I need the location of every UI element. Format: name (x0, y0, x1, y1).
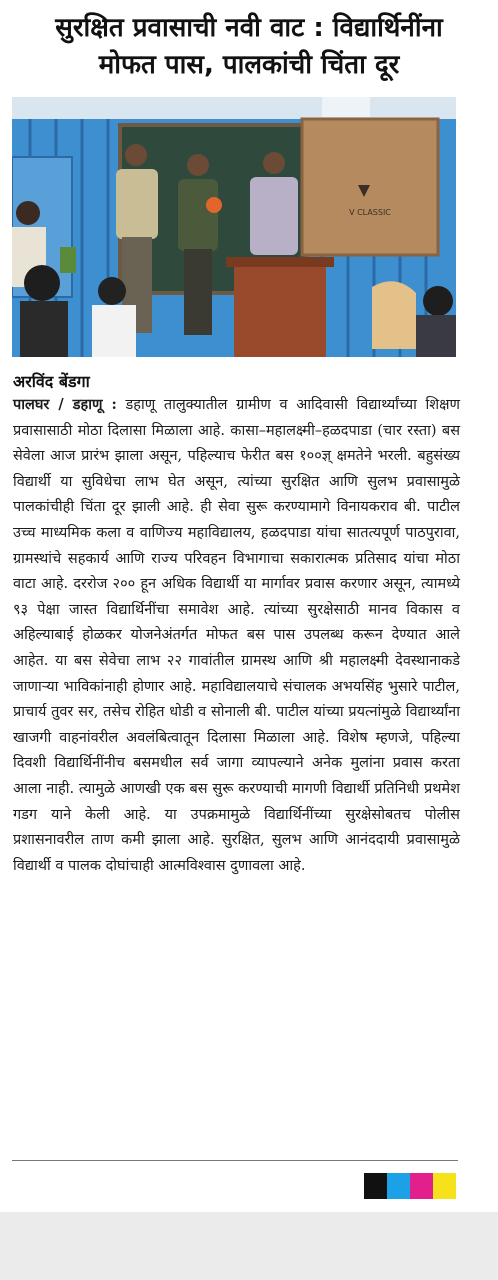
dateline: पालघर / डहाणू : (13, 396, 117, 413)
print-color-bar (364, 1173, 456, 1199)
swatch-black (364, 1173, 387, 1199)
headline (10, 10, 488, 84)
article-body (13, 392, 460, 879)
headline-line-2: मोफत पास, पालकांची चिंता दूर (98, 50, 400, 80)
swatch-cyan (387, 1173, 410, 1199)
footer-band (0, 1212, 498, 1280)
byline: अरविंद बेंडगा (13, 372, 90, 391)
board-brand-text: V CLASSIC (349, 208, 391, 217)
swatch-magenta (410, 1173, 433, 1199)
swatch-yellow (433, 1173, 456, 1199)
bottom-rule (12, 1160, 458, 1161)
article-body-text: डहाणू तालुक्यातील ग्रामीण व आदिवासी विद्यार्थ्यांच्या शिक्षण प्रवासासाठी मोठा दिलासा मिळाला आहे. कासा–महालक्ष्मी–हळदपाडा (चार रस्ता) बस सेवेला आज प्रारंभ झाला असून, पहिल्याच फेरीत बस १००ज्ञ् क्षमतेने भरली. बहुसंख्य विद्यार्थी या सुविधेचा लाभ घेत असून, त्यांच्या सुरक्षित आणि सुलभ प्रवासामुळे पालकांचीही चिंता दूर झाली आहे. ही सेवा सुरू करण्यामागे विनायकराव बी. पाटील उच्च माध्यमिक कला व वाणिज्य महाविद्यालय, हळदपाडा यांचा सातत्यपूर्ण पाठपुरावा, ग्रामस्थांचे सहकार्य आणि राज्य परिवहन विभागाचा सकारात्मक प्रतिसाद यांचा मोठा वाटा आहे. दररोज २०० हून अधिक विद्यार्थी या मार्गावर प्रवास करणार असून, त्यामध्ये ९३ पेक्षा जास्त विद्यार्थिनींचा समावेश आहे. त्यांच्या सुरक्षेसाठी मानव विकास व अहिल्याबाई होळकर योजनेअंतर्गत मोफत बस पास उपलब्ध करून देण्यात आले आहेत. या बस सेवेचा लाभ २२ गावांतील ग्रामस्थ आणि श्री महालक्ष्मी देवस्थानाकडे जाणाऱ्या भाविकांनाही होणार आहे. महाविद्यालयाचे संचालक अभयसिंह भुसारे पाटील, प्राचार्य तुवर सर, तसेच रोहित धोडी व सोनाली बी. पाटील यांच्या प्रयत्नांमुळे विद्यार्थ्यांना खाजगी वाहनांवरील अवलंबित्वातून दिलासा मिळाला आहे. विशेष म्हणजे, पहिल्या दिवशी विद्यार्थिनींनीच बसमधील सर्व जागा व्यापल्याने अनेक मुलांना प्रवास करता आला नाही. त्यामुळे आणखी एक बस सुरू करण्याची मागणी विद्यार्थी प्रतिनिधी प्रथमेश गडग याने केली आहे. या उपक्रमामुळे विद्यार्थिनींच्या सुरक्षेसोबतच पोलीस प्रशासनावरील ताण कमी झाला आहे. सुरक्षित, सुलभ आणि आनंददायी प्रवासामुळे विद्यार्थी व पालक दोघांचाही आत्मविश्वास दुणावला आहे. (13, 397, 461, 874)
article-photo (12, 97, 456, 357)
photo-illustration (12, 97, 456, 357)
headline-line-1: सुरक्षित प्रवासाची नवी वाट : विद्यार्थिनींना (55, 13, 443, 43)
